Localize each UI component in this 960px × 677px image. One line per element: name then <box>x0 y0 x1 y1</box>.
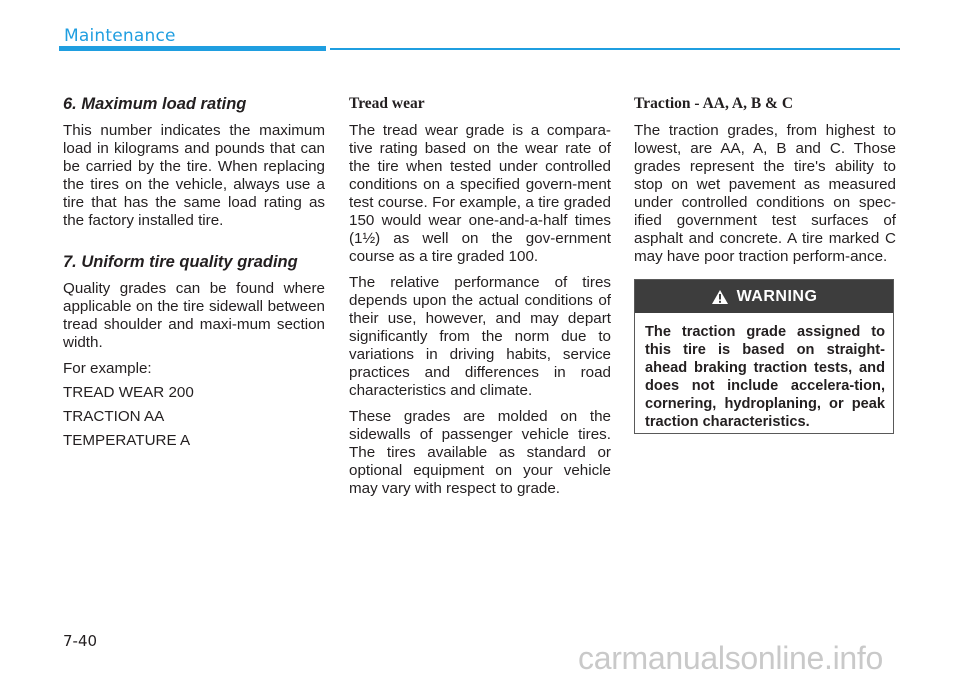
example-line-temperature: TEMPERATURE A <box>63 432 191 449</box>
paragraph-tread-wear-3: These grades are molded on the sidewalls of passenger vehicle tires. The tires available as standard or optional equipment on your vehicle may vary with respect to grade. <box>349 408 611 497</box>
heading-tread-wear: Tread wear <box>349 95 425 112</box>
header-rule <box>330 48 900 50</box>
warning-box <box>634 279 894 434</box>
column-left <box>63 94 325 456</box>
page-number: 7-40 <box>63 632 98 650</box>
paragraph-tread-wear-2: The relative performance of tires depends upon the actual conditions of their use, however, and may depart significantly from the norm due to variations in driving habits, service practices and differences in road characteristics and climate. <box>349 274 611 399</box>
warning-text: The traction grade assigned to this tire is based on straight-ahead braking traction tests, and does not include accelera-tion, cornering, hydroplaning, or peak traction characteristics. <box>645 324 885 430</box>
paragraph-for-example: For example: <box>63 360 152 377</box>
example-line-traction: TRACTION AA <box>63 408 165 425</box>
paragraph-max-load: This number indicates the maximum load in kilograms and pounds that can be carried by the tire. When replacing the tires on the vehicle, always use a tire that has the same load rating as the factory installed tire. <box>63 122 325 229</box>
paragraph-tread-wear-1: The tread wear grade is a compara-tive rating based on the wear rate of the tire when tested under controlled conditions on a specified govern-ment test course. For example, a tire graded 150 would wear one-and-a-half times (1½) as well on the gov-ernment course as a tire graded 100. <box>349 122 611 265</box>
section-title: Maintenance <box>64 26 176 46</box>
header-accent-bar <box>59 46 326 51</box>
column-middle <box>349 94 611 506</box>
paragraph-traction: The traction grades, from highest to lowest, are AA, A, B and C. Those grades represent the tire's ability to stop on wet pavement as measured under controlled conditions on spec-ified government test surfaces of asphalt and concrete. A tire marked C may have poor traction perform-ance. <box>634 122 896 265</box>
heading-traction: Traction - AA, A, B & C <box>634 95 794 112</box>
warning-header <box>635 280 893 313</box>
paragraph-quality-grades: Quality grades can be found where applicable on the tire sidewall between tread shoulder and maxi-mum section width. <box>63 280 325 351</box>
heading-max-load-rating: 6. Maximum load rating <box>63 95 247 113</box>
example-line-tread-wear: TREAD WEAR 200 <box>63 384 194 401</box>
column-right <box>634 94 896 274</box>
warning-title: WARNING <box>736 287 818 305</box>
warning-triangle-icon <box>711 289 729 305</box>
watermark: carmanualsonline.info <box>578 640 883 676</box>
heading-uniform-grading: 7. Uniform tire quality grading <box>63 253 298 271</box>
